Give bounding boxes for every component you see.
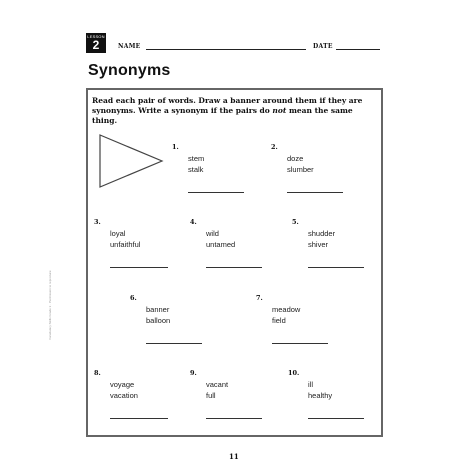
item-word-2: slumber [287, 165, 314, 174]
answer-line[interactable] [188, 192, 244, 193]
item-number: 7. [256, 294, 263, 302]
instructions-emphasis: not [272, 106, 287, 115]
item-number: 9. [190, 369, 197, 377]
item-number: 3. [94, 218, 101, 226]
item-word-2: shiver [308, 240, 329, 249]
item-word-1: wild [206, 229, 219, 238]
item-word-2: field [272, 316, 286, 325]
instructions-text-1: Read each pair of words. Draw a banner around them if they are synonyms. Write a synonym if the pairs do [92, 96, 363, 115]
name-label: NAME [118, 43, 141, 50]
item-word-2: unfaithful [110, 240, 141, 249]
item-number: 5. [292, 218, 299, 226]
item-number: 8. [94, 369, 101, 377]
answer-line[interactable] [146, 343, 202, 344]
banner-example-icon [98, 133, 164, 189]
answer-line[interactable] [308, 267, 364, 268]
item-word-1: meadow [272, 305, 301, 314]
item-number: 10. [288, 369, 300, 377]
answer-line[interactable] [206, 267, 262, 268]
answer-line[interactable] [308, 418, 364, 419]
item-word-2: vacation [110, 391, 138, 400]
item-word-2: balloon [146, 316, 171, 325]
item-word-1: stem [188, 154, 205, 163]
date-field[interactable] [336, 49, 380, 50]
instructions [92, 96, 380, 126]
item-word-2: stalk [188, 165, 204, 174]
item-number: 2. [271, 143, 278, 151]
date-label: DATE [313, 43, 333, 50]
instructions-text-2: mean the same thing. [92, 106, 353, 125]
answer-line[interactable] [110, 267, 168, 268]
lesson-label: LESSON [87, 34, 105, 39]
answer-line[interactable] [272, 343, 328, 344]
item-word-1: ill [308, 380, 313, 389]
page-number: 11 [229, 452, 239, 461]
item-number: 6. [130, 294, 137, 302]
lesson-number: 2 [92, 38, 100, 52]
copyright-side-text: Vocabulary Skills Grade 3 · Permission to reproduce [48, 270, 52, 340]
item-number: 1. [172, 143, 179, 151]
answer-line[interactable] [110, 418, 168, 419]
item-word-1: doze [287, 154, 304, 163]
lesson-badge [86, 33, 106, 53]
name-field[interactable] [146, 49, 306, 50]
item-word-1: voyage [110, 380, 135, 389]
item-word-1: shudder [308, 229, 336, 238]
item-number: 4. [190, 218, 197, 226]
item-word-2: full [206, 391, 216, 400]
page-title: Synonyms [88, 62, 171, 79]
item-word-2: healthy [308, 391, 333, 400]
answer-line[interactable] [287, 192, 343, 193]
item-word-1: banner [146, 305, 170, 314]
item-word-1: loyal [110, 229, 126, 238]
item-word-2: untamed [206, 240, 236, 249]
item-word-1: vacant [206, 380, 229, 389]
answer-line[interactable] [206, 418, 262, 419]
